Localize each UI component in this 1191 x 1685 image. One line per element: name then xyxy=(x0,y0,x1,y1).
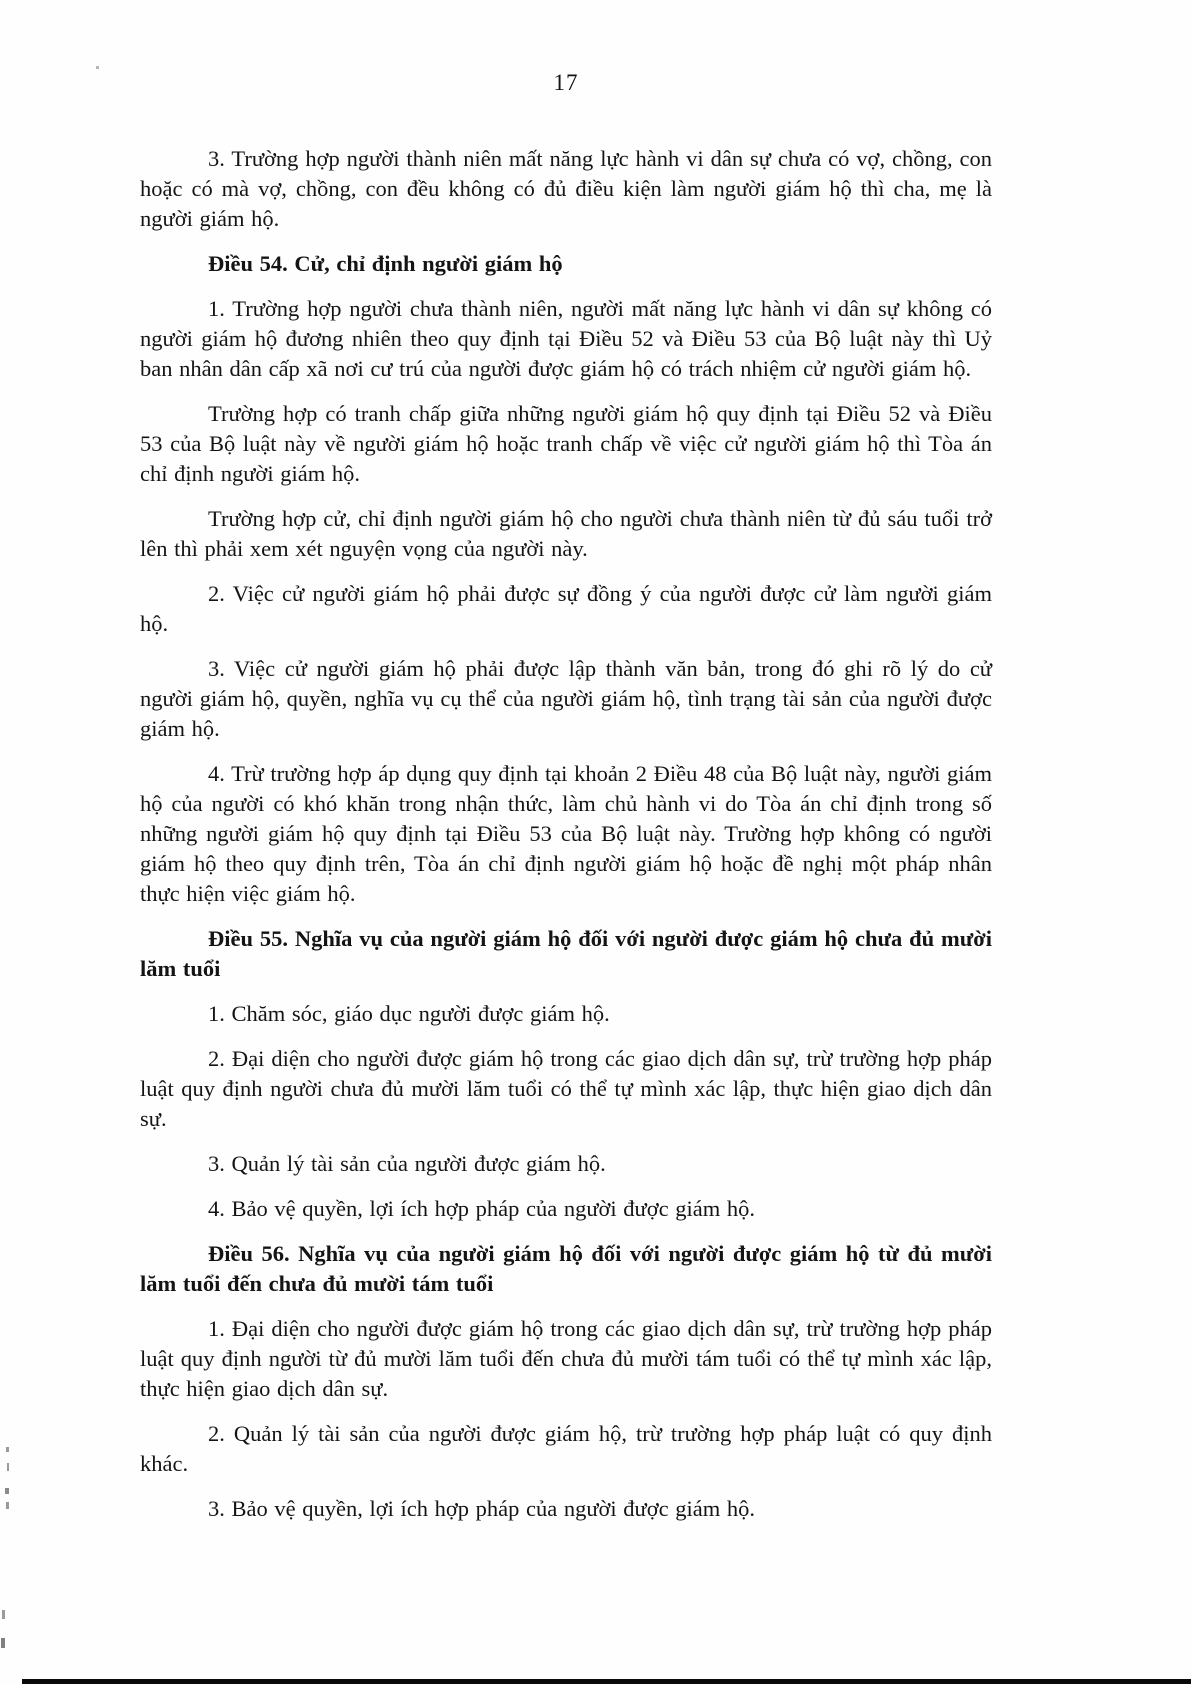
paragraph-article56-clause1: 1. Đại diện cho người được giám hộ trong các giao dịch dân sự, trừ trường hợp pháp luật quy định người từ đủ mười lăm tuổi đến chưa đủ mười tám tuổi có thể tự mình xác lập, thực hiện giao dịch dân sự. xyxy=(140,1316,992,1401)
scan-artifact xyxy=(7,1463,9,1471)
paragraph-article54-clause1c: Trường hợp cử, chỉ định người giám hộ cho người chưa thành niên từ đủ sáu tuổi trở lên thì phải xem xét nguyện vọng của người này. xyxy=(140,506,992,561)
page-number: 17 xyxy=(553,70,579,95)
scan-artifact xyxy=(1,1638,5,1648)
paragraph-article53-clause3: 3. Trường hợp người thành niên mất năng lực hành vi dân sự chưa có vợ, chồng, con hoặc có mà vợ, chồng, con đều không có đủ điều kiện làm người giám hộ thì cha, mẹ là người giám hộ. xyxy=(140,146,992,231)
paragraph-article56-clause3: 3. Bảo vệ quyền, lợi ích hợp pháp của người được giám hộ. xyxy=(208,1496,756,1521)
scan-edge-bottom xyxy=(22,1679,1191,1684)
paragraph-article55-clause1: 1. Chăm sóc, giáo dục người được giám hộ. xyxy=(208,1001,610,1026)
scan-artifact xyxy=(6,1502,9,1509)
scan-artifact xyxy=(96,66,99,69)
scan-artifact xyxy=(2,1610,5,1619)
document-body xyxy=(140,144,992,1539)
paragraph-article55-clause4: 4. Bảo vệ quyền, lợi ích hợp pháp của người được giám hộ. xyxy=(208,1196,756,1221)
paragraph-article54-clause1b: Trường hợp có tranh chấp giữa những người giám hộ quy định tại Điều 52 và Điều 53 của Bộ luật này về người giám hộ hoặc tranh chấp về việc cử người giám hộ thì Tòa án chỉ định người giám hộ. xyxy=(140,401,992,486)
paragraph-article54-clause3: 3. Việc cử người giám hộ phải được lập thành văn bản, trong đó ghi rõ lý do cử người giám hộ, quyền, nghĩa vụ cụ thể của người giám hộ, tình trạng tài sản của người được giám hộ. xyxy=(140,656,992,741)
scan-artifact xyxy=(5,1488,9,1494)
article-56-heading: Điều 56. Nghĩa vụ của người giám hộ đối với người được giám hộ từ đủ mười lăm tuổi đến chưa đủ mười tám tuổi xyxy=(140,1241,992,1296)
scan-artifact xyxy=(6,1447,9,1452)
paragraph-article55-clause2: 2. Đại diện cho người được giám hộ trong các giao dịch dân sự, trừ trường hợp pháp luật quy định người chưa đủ mười lăm tuổi có thể tự mình xác lập, thực hiện giao dịch dân sự. xyxy=(140,1046,992,1131)
article-54-heading: Điều 54. Cử, chỉ định người giám hộ xyxy=(208,251,563,276)
paragraph-article54-clause4: 4. Trừ trường hợp áp dụng quy định tại khoản 2 Điều 48 của Bộ luật này, người giám hộ của người có khó khăn trong nhận thức, làm chủ hành vi do Tòa án chỉ định trong số những người giám hộ quy định tại Điều 53 của Bộ luật này. Trường hợp không có người giám hộ theo quy định trên, Tòa án chỉ định người giám hộ hoặc đề nghị một pháp nhân thực hiện việc giám hộ. xyxy=(140,761,992,906)
paragraph-article54-clause2: 2. Việc cử người giám hộ phải được sự đồng ý của người được cử làm người giám hộ. xyxy=(140,581,992,636)
paragraph-article56-clause2: 2. Quản lý tài sản của người được giám hộ, trừ trường hợp pháp luật có quy định khác. xyxy=(140,1421,992,1476)
article-55-heading: Điều 55. Nghĩa vụ của người giám hộ đối với người được giám hộ chưa đủ mười lăm tuổi xyxy=(140,926,992,981)
paragraph-article54-clause1: 1. Trường hợp người chưa thành niên, người mất năng lực hành vi dân sự không có người giám hộ đương nhiên theo quy định tại Điều 52 và Điều 53 của Bộ luật này thì Uỷ ban nhân dân cấp xã nơi cư trú của người được giám hộ có trách nhiệm cử người giám hộ. xyxy=(140,296,992,381)
paragraph-article55-clause3: 3. Quản lý tài sản của người được giám hộ. xyxy=(208,1151,606,1176)
